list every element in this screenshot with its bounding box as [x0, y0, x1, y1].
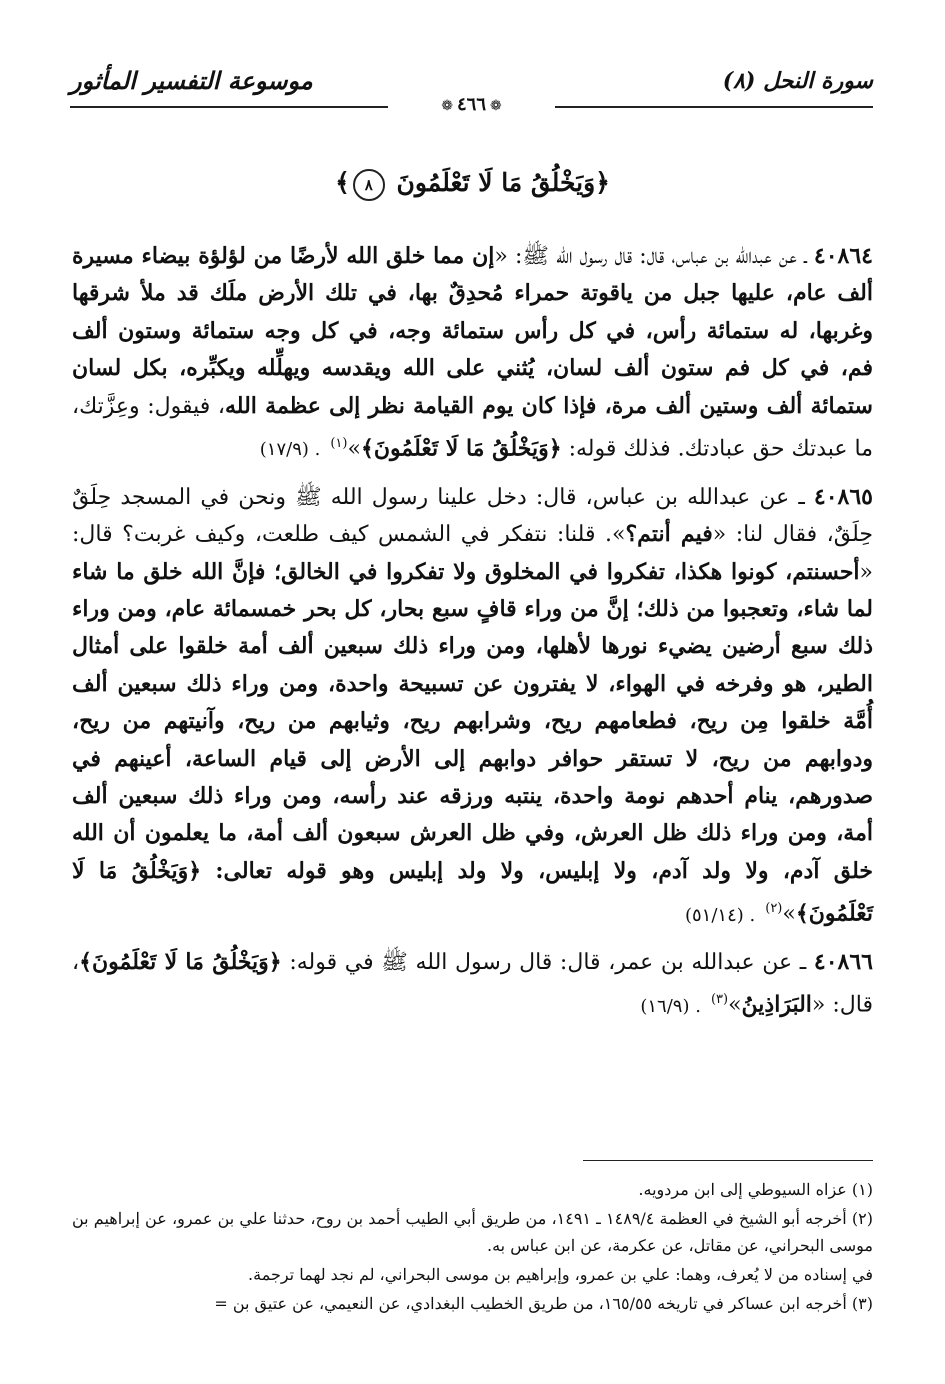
- footnote-2: (٢) أخرجه أبو الشيخ في العظمة ١٤٨٩/٤ ـ ١٤٩١، من طريق أبي الطيب أحمد بن روح، حدثنا علي بن عمرو، عن إبراهيم بن موسى البحراني، عن مقاتل، عن عكرمة، عن ابن عباس به.: [72, 1209, 874, 1255]
- hadith-text: إن مما خلق الله لأرضًا من لؤلؤة بيضاء مسيرة ألف عام، عليها جبل من ياقوتة حمراء مُحدِقٌ بها، في تلك الأرض ملَك قد ملأ شرقها وغربها، له ستمائة رأس، في كل رأس ستمائة وجه، في كل وجه ستمائة وستون ألف فم، في كل فم ستون ألف لسان، يُثني على الله ويقدسه ويهلِّله ويكبِّره، بكل لسان ستمائة ألف وستين ألف مرة، فإذا كان يوم القيامة نظر إلى عظمة الله: [72, 243, 873, 419]
- entry-number: ٤٠٨٦٥: [813, 483, 873, 510]
- entry-40866: [72, 944, 873, 1025]
- verse-text: وَيَخْلُقُ مَا لَا تَعْلَمُونَ: [396, 168, 596, 197]
- quran-quote: ﴿وَيَخْلُقُ مَا لَا تَعْلَمُونَ﴾: [79, 948, 282, 975]
- quran-quote: ﴿وَيَخْلُقُ مَا لَا تَعْلَمُونَ﴾: [360, 435, 562, 462]
- hadith-text: أحسنتم، كونوا هكذا، تفكروا في المخلوق ولا تفكروا في الخالق؛ فإنَّ الله خلق ما شاء لما شاء، وتعجبوا من ذلك؛ إنَّ من وراء قافٍ سبع بحار، كل بحر خمسمائة عام، ومن وراء ذلك سبع أرضين يضيء نورها لأهلها، ومن وراء ذلك سبعين ألف أمة خلقوا على أمثال الطير، هو وفرخه في الهواء، لا يفترون عن تسبيحة واحدة، ومن وراء ذلك سبعين ألف أُمَّة خلقوا مِن ريح، فطعامهم ريح، وشرابهم ريح، وثيابهم من ريح، وآنيتهم من ريح، ودوابهم من ريح، لا تستقر حوافر دوابهم إلى الأرض إلى قيام الساعة، أعينهم في صدورهم، ينام أحدهم نومة واحدة، ينتبه ورزقه عند رأسه، ومن وراء ذلك سبعين ألف أمة، ومن وراء ذلك ظل العرش، وفي ظل العرش سبعون ألف أمة، ما يعلمون أن الله خلق آدم، ولا ولد آدم، ولا إبليس، ولا ولد إبليس وهو قوله تعالى:: [72, 558, 873, 884]
- entry-text: »: [347, 436, 361, 462]
- quran-bracket-close: ﴾: [335, 168, 350, 197]
- ayah-number-badge: ٨: [353, 169, 385, 201]
- entry-text: ـ عن عبدالله بن عباس، قال: قال رسول الله ﷺ: «: [494, 244, 814, 269]
- entry-text: ـ عن عبدالله بن عباس، قال: دخل علينا رسول الله ﷺ ونحن في المسجد حِلَقٌ حِلَقٌ، فقال لنا: «: [72, 484, 874, 548]
- entry-40865: [72, 479, 873, 934]
- volume-reference: . (١٧/٩): [259, 439, 321, 461]
- footnote-marker[interactable]: (٣): [710, 992, 729, 1008]
- volume-reference: . (١٦/٩): [640, 995, 701, 1017]
- entry-text: ، قال: «: [72, 949, 873, 1018]
- hadith-text: فيم أنتم؟: [625, 521, 713, 548]
- footnote-3: (٣) أخرجه ابن عساكر في تاريخه ١٦٥/٥٥، من طريق الخطيب البغدادي، عن النعيمي، عن عتيق بن =: [214, 1294, 873, 1313]
- running-header: [70, 62, 873, 122]
- entry-text: »: [728, 992, 742, 1018]
- verse-heading: [0, 168, 945, 201]
- hadith-text: البَرَاذِينُ: [741, 991, 812, 1018]
- entry-text: ». قلنا: نتفكر في الشمس كيف طلعت، وكيف غربت؟ قال: «: [72, 522, 873, 585]
- footnote-1: (١) عزاه السيوطي إلى ابن مردويه.: [638, 1180, 873, 1199]
- footnote-2-note: في إسناده من لا يُعرف، وهما: علي بن عمرو، وإبراهيم بن موسى البحراني، لم نجد لهما ترجمة.: [248, 1265, 873, 1284]
- header-rule-left: [70, 106, 388, 108]
- entry-text: ـ عن عبدالله بن عمر، قال: قال رسول الله ﷺ في قوله:: [281, 949, 814, 975]
- quran-bracket-open: ﴿: [595, 168, 610, 197]
- header-rule-right: [555, 106, 873, 108]
- ornament-icon: ❁: [490, 98, 502, 114]
- page-number-value: ٤٦٦: [456, 94, 487, 115]
- surah-title: سورة النحل (٨): [722, 68, 873, 94]
- entry-text: »: [782, 901, 796, 927]
- page-number: [437, 94, 505, 115]
- volume-reference: . (٥١/١٤): [684, 904, 756, 926]
- footnote-marker[interactable]: (٢): [765, 901, 783, 917]
- entry-40864: [72, 238, 873, 469]
- entry-number: ٤٠٨٦٦: [813, 948, 873, 975]
- quran-quote: ﴿وَيَخْلُقُ مَا لَا تَعْلَمُونَ﴾: [72, 857, 873, 927]
- body-text: [72, 238, 873, 1035]
- entry-number: ٤٠٨٦٤: [813, 243, 873, 269]
- entry-text: ، فيقول: وعِزَّتك، ما عبدتك حق عبادتك. فذلك قوله:: [72, 393, 873, 462]
- book-title: موسوعة التفسير المأثور: [70, 66, 313, 95]
- footnote-divider: [583, 1160, 873, 1161]
- footnote-marker[interactable]: (١): [330, 436, 348, 452]
- footnotes: [72, 1176, 873, 1317]
- ornament-icon: ❁: [441, 98, 453, 114]
